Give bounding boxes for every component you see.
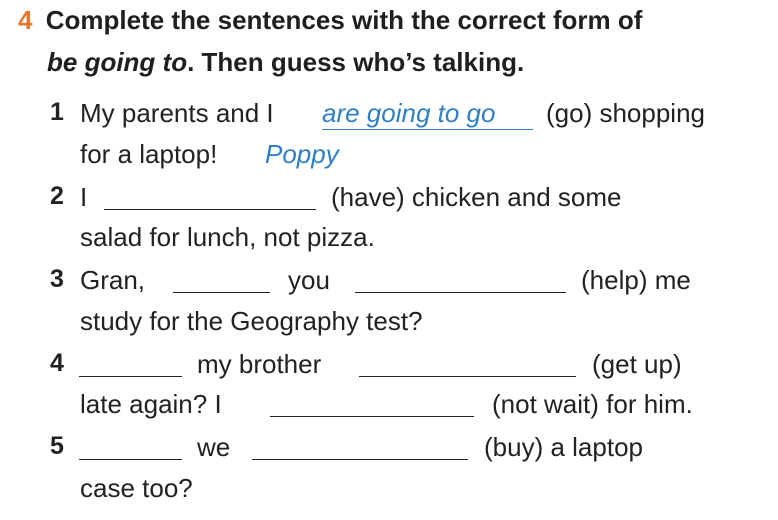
item-4-text-end: (get up) — [592, 349, 682, 379]
item-2-line-2: salad for lunch, not pizza. — [80, 222, 375, 252]
item-3-number: 3 — [50, 265, 64, 293]
item-3-blank-1 — [173, 292, 270, 293]
item-4-blank-1 — [79, 376, 182, 377]
item-1-answer: are going to go — [322, 98, 496, 128]
item-5-blank-2 — [252, 459, 468, 460]
item-5-text-end: (buy) a laptop — [484, 432, 643, 462]
item-1-text-start: My parents and I — [80, 98, 274, 128]
item-4-blank-3 — [270, 416, 474, 417]
item-2-text-end: (have) chicken and some — [331, 182, 622, 212]
item-3-blank-2 — [355, 292, 566, 293]
exercise-number: 4 — [18, 5, 33, 35]
item-4-blank-2 — [359, 376, 576, 377]
item-4-number: 4 — [50, 349, 64, 377]
item-1-line-2: for a laptop! — [80, 139, 218, 169]
item-2-number: 2 — [50, 182, 64, 210]
exercise-heading — [18, 5, 642, 35]
item-5-line-2: case too? — [80, 473, 193, 503]
item-4-line-2-start: late again? I — [80, 389, 222, 419]
item-1-speaker: Poppy — [265, 139, 339, 169]
item-4-text-mid: my brother — [197, 349, 322, 379]
item-4-line-2-end: (not wait) for him. — [492, 389, 693, 419]
item-3-text-start: Gran, — [80, 265, 146, 295]
item-5-blank-1 — [79, 459, 182, 460]
item-1-text-end: (go) shopping — [546, 98, 705, 128]
instruction-line-2 — [47, 47, 524, 77]
item-5-text-mid: we — [197, 432, 231, 462]
instruction-line-1: Complete the sentences with the correct form of — [45, 5, 643, 35]
instruction-italic: be going to — [47, 47, 188, 77]
item-1-answer-line — [322, 129, 533, 130]
instruction-rest: . Then guess who’s talking. — [187, 47, 525, 77]
item-2-blank — [104, 209, 316, 210]
item-3-text-end: (help) me — [581, 265, 691, 295]
item-3-line-2: study for the Geography test? — [80, 306, 423, 336]
item-2-text-start: I — [80, 182, 88, 212]
item-1-number: 1 — [50, 98, 64, 126]
item-3-text-mid: you — [288, 265, 330, 295]
item-5-number: 5 — [50, 432, 64, 460]
